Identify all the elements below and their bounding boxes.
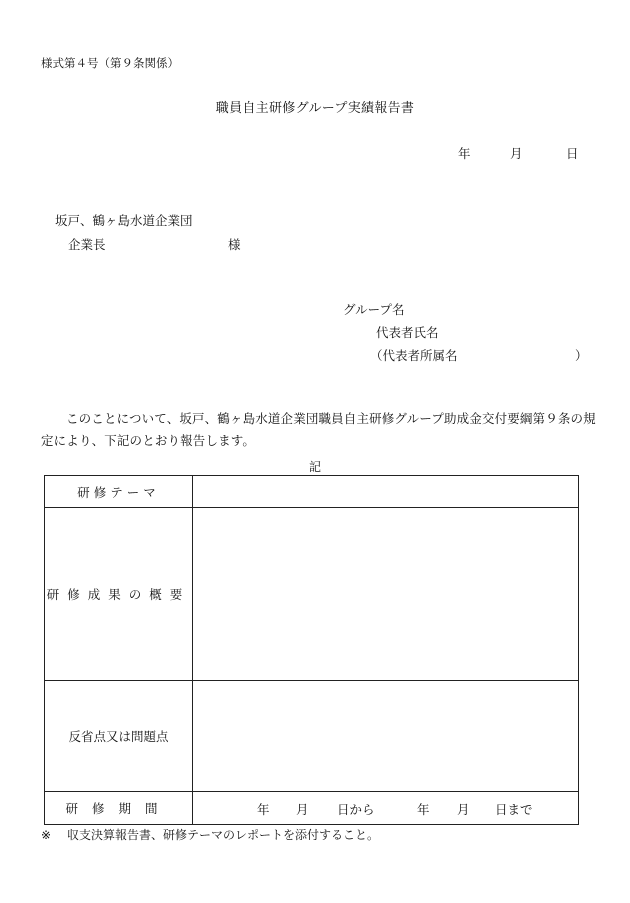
theme-field[interactable] — [193, 476, 579, 508]
period-to-day: 日まで — [495, 802, 533, 817]
addressee-title: 企業長 — [68, 237, 106, 252]
table-row-reflection — [45, 681, 579, 792]
period-from-year: 年 — [257, 802, 270, 817]
period-from-month: 月 — [296, 802, 309, 817]
note-mark: ※ — [41, 828, 52, 842]
period-field[interactable] — [193, 792, 579, 825]
form-number: 様式第４号（第９条関係） — [41, 56, 179, 70]
period-label: 研修期間 — [45, 792, 193, 825]
representative-affiliation-label: （代表者所属名 — [370, 348, 458, 363]
group-name-label: グループ名 — [343, 302, 405, 317]
representative-name-label: 代表者氏名 — [376, 325, 439, 340]
reflection-label: 反省点又は問題点 — [45, 681, 193, 792]
ki-heading: 記 — [308, 460, 321, 474]
document-title: 職員自主研修グループ実績報告書 — [215, 101, 415, 116]
addressee-title-line — [68, 235, 241, 253]
note-text: 収支決算報告書、研修テーマのレポートを添付すること。 — [67, 828, 380, 842]
period-to-month: 月 — [457, 802, 470, 817]
theme-label: 研修テーマ — [45, 476, 193, 508]
summary-label: 研修成果の概要 — [45, 508, 193, 681]
reflection-field[interactable] — [193, 681, 579, 792]
attachment-note — [41, 826, 379, 843]
period-from-day: 日から — [337, 802, 375, 817]
summary-field[interactable] — [193, 508, 579, 681]
report-table — [44, 475, 579, 825]
date-day: 日 — [566, 146, 579, 161]
report-statement: このことについて、坂戸、鶴ヶ島水道企業団職員自主研修グループ助成金交付要綱第９条の規定により、下記のとおり報告します。 — [41, 411, 596, 448]
table-row-theme — [45, 476, 579, 508]
period-to-year: 年 — [417, 802, 430, 817]
addressee-organization: 坂戸、鶴ヶ島水道企業団 — [55, 213, 193, 228]
addressee-honorific: 様 — [228, 237, 241, 252]
representative-affiliation-close: ） — [575, 348, 588, 363]
date-month: 月 — [510, 146, 523, 161]
date-year: 年 — [458, 146, 471, 161]
table-row-period — [45, 792, 579, 825]
table-row-summary — [45, 508, 579, 681]
